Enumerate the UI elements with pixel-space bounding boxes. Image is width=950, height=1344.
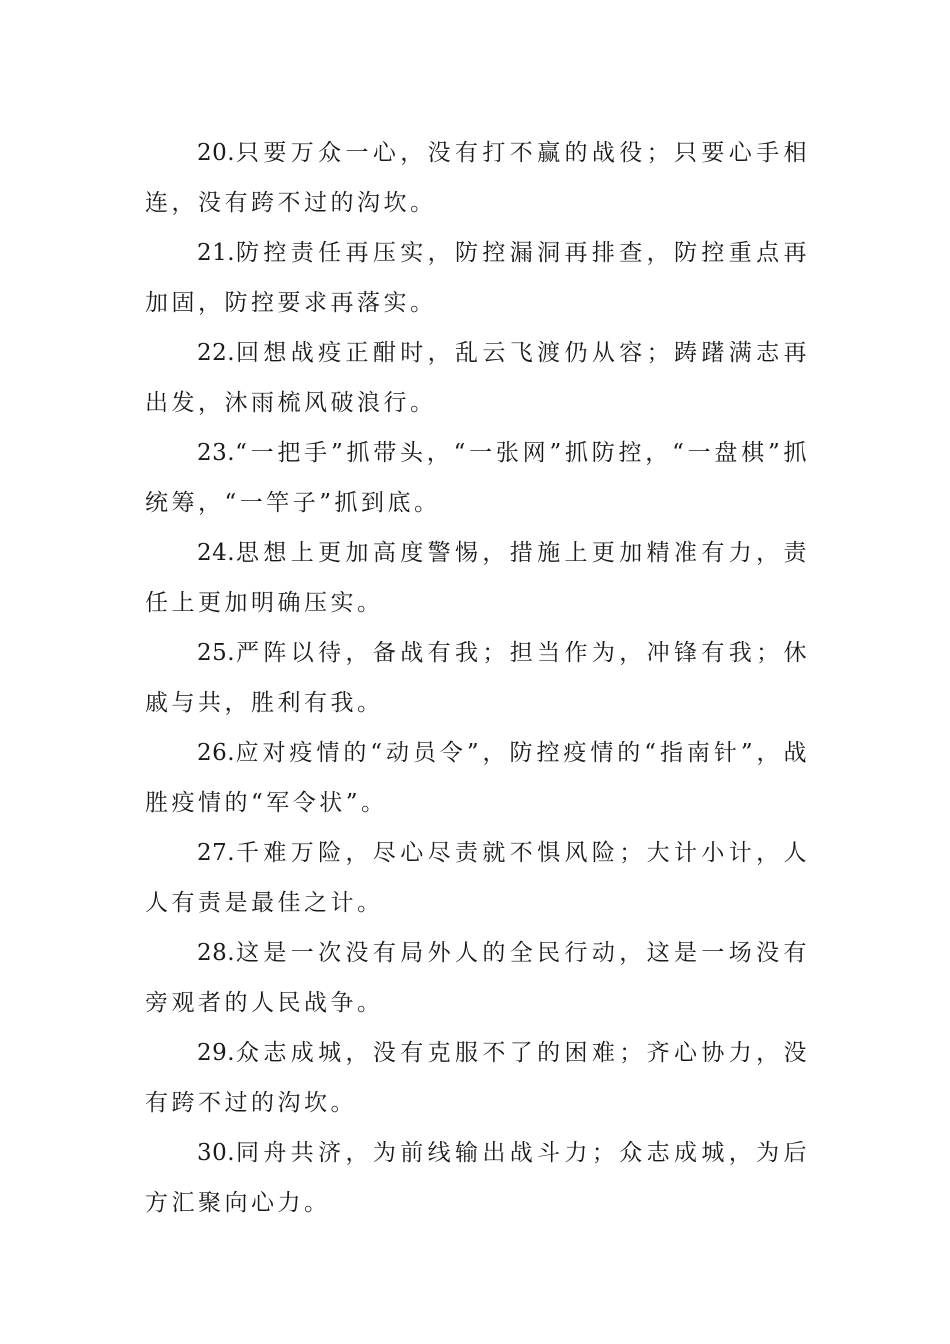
- list-item: [145, 1128, 810, 1228]
- item-text: 应对疫情的“动员令”，防控疫情的“指南针”，战胜疫情的“军令状”。: [145, 740, 810, 816]
- item-number: 21.: [197, 240, 236, 266]
- item-text: 回想战疫正酣时，乱云飞渡仍从容；踌躇满志再出发，沐雨梳风破浪行。: [145, 340, 810, 416]
- item-text: 同舟共济，为前线输出战斗力；众志成城，为后方汇聚向心力。: [145, 1140, 810, 1216]
- item-number: 28.: [197, 940, 236, 966]
- item-number: 30.: [197, 1140, 236, 1166]
- item-number: 23.: [197, 440, 236, 466]
- item-text: “一把手”抓带头，“一张网”抓防控，“一盘棋”抓统筹，“一竿子”抓到底。: [145, 440, 810, 516]
- list-item: [145, 528, 810, 628]
- item-text: 这是一次没有局外人的全民行动，这是一场没有旁观者的人民战争。: [145, 940, 810, 1016]
- item-text: 严阵以待，备战有我；担当作为，冲锋有我；休戚与共，胜利有我。: [145, 640, 810, 716]
- list-item: [145, 628, 810, 728]
- list-item: [145, 428, 810, 528]
- item-text: 防控责任再压实，防控漏洞再排查，防控重点再加固，防控要求再落实。: [145, 240, 810, 316]
- item-text: 千难万险，尽心尽责就不惧风险；大计小计，人人有责是最佳之计。: [145, 840, 810, 916]
- list-item: [145, 828, 810, 928]
- item-text: 思想上更加高度警惕，措施上更加精准有力，责任上更加明确压实。: [145, 540, 810, 616]
- item-text: 只要万众一心，没有打不赢的战役；只要心手相连，没有跨不过的沟坎。: [145, 140, 810, 216]
- item-number: 24.: [197, 540, 236, 566]
- item-number: 22.: [197, 340, 236, 366]
- list-item: [145, 328, 810, 428]
- item-number: 29.: [197, 1040, 236, 1066]
- item-text: 众志成城，没有克服不了的困难；齐心协力，没有跨不过的沟坎。: [145, 1040, 810, 1116]
- list-item: [145, 1028, 810, 1128]
- list-item: [145, 228, 810, 328]
- list-item: [145, 128, 810, 228]
- item-number: 27.: [197, 840, 236, 866]
- item-number: 25.: [197, 640, 236, 666]
- list-item: [145, 728, 810, 828]
- item-number: 20.: [197, 140, 236, 166]
- slogan-list: [145, 128, 810, 1228]
- item-number: 26.: [197, 740, 236, 766]
- list-item: [145, 928, 810, 1028]
